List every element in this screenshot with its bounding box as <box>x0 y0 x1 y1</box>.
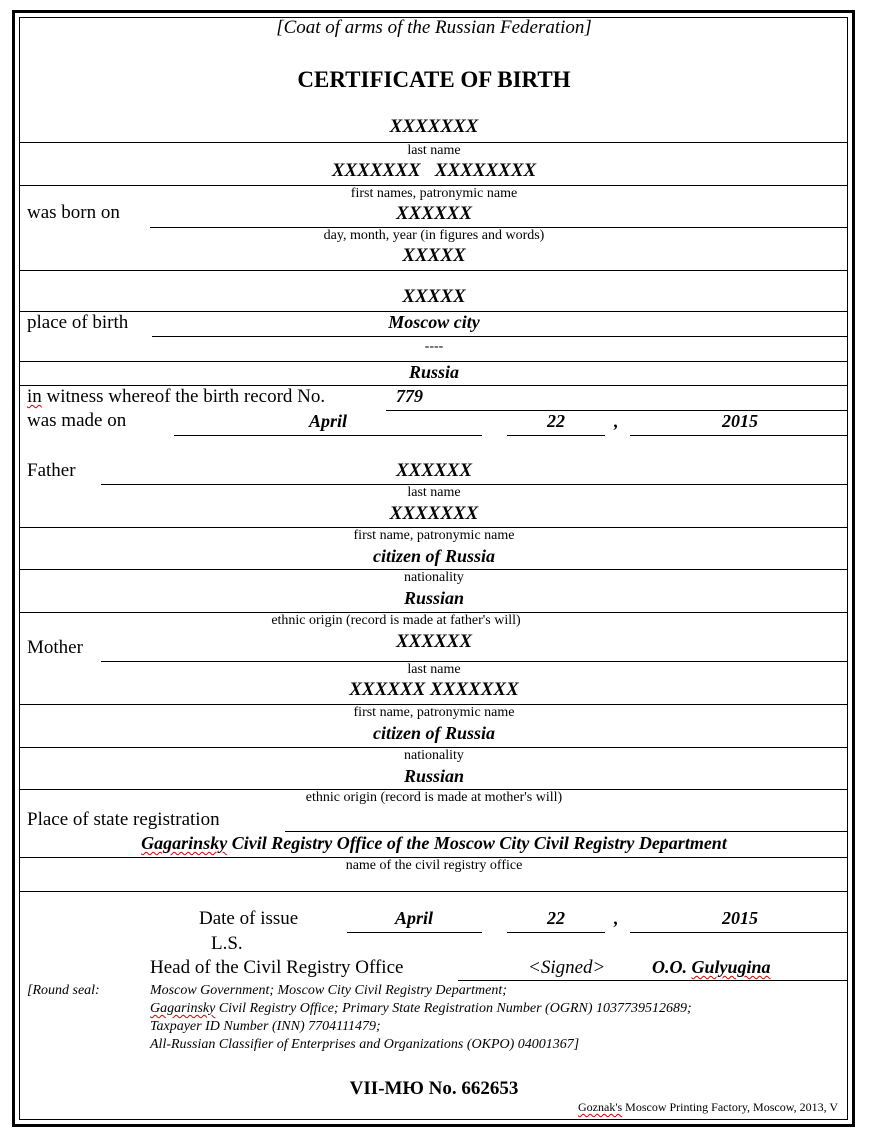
mother-ethnic-caption: ethnic origin (record is made at mother's will) <box>305 790 563 805</box>
certificate-title: CERTIFICATE OF BIRTH <box>297 67 571 92</box>
born-on-label: was born on <box>27 202 120 223</box>
issue-date-label: Date of issue <box>199 908 299 929</box>
printer-goznak: Goznak's <box>578 1100 623 1114</box>
issue-month: April <box>394 908 434 928</box>
father-last-name-caption: last name <box>407 485 461 500</box>
child-first-names-caption: first names, patronymic name <box>350 186 518 201</box>
place-of-birth-label: place of birth <box>27 312 129 333</box>
mother-ethnic-origin: Russian <box>403 766 465 786</box>
record-number: 779 <box>396 386 423 406</box>
divider-line <box>507 932 605 933</box>
divider-line <box>347 932 482 933</box>
divider-line <box>630 435 847 436</box>
divider-line <box>101 484 847 485</box>
mother-last-name-caption: last name <box>407 662 461 677</box>
issue-year: 2015 <box>722 908 758 928</box>
record-comma: , <box>614 411 619 431</box>
divider-line <box>174 435 482 436</box>
dob-figures: XXXXXX <box>395 203 473 224</box>
child-first-names: XXXXXXX XXXXXXXX <box>331 160 537 181</box>
seal-text-line2 <box>150 1002 692 1016</box>
seal-line2-rest: Civil Registry Office; Primary State Registration Number (OGRN) 1037739512689; <box>215 1001 692 1016</box>
issue-comma: , <box>614 908 619 928</box>
mother-citizenship: citizen of Russia <box>372 723 496 743</box>
registration-office-gagarinsky: Gagarinsky <box>141 833 228 853</box>
father-ethnic-origin: Russian <box>403 588 465 608</box>
registration-office-name <box>141 834 727 852</box>
witness-in-word: in <box>27 386 42 407</box>
certificate-series-number: VII-МЮ No. 662653 <box>349 1078 519 1099</box>
made-on-label: was made on <box>27 410 127 431</box>
seal-text-line1: Moscow Government; Moscow City Civil Registry Department; <box>150 983 507 998</box>
record-day: 22 <box>547 411 565 431</box>
seal-gagarinsky: Gagarinsky <box>150 1001 216 1016</box>
witness-text: witness whereof the birth record No. <box>41 386 326 407</box>
place-of-birth-dash: ---- <box>424 339 444 354</box>
divider-line <box>458 980 847 981</box>
round-seal-label: [Round seal: <box>27 983 100 998</box>
child-last-name: XXXXXXX <box>389 116 479 137</box>
witness-label <box>27 387 325 406</box>
dob-words-line2: XXXXX <box>402 286 466 307</box>
registration-office-caption: name of the civil registry office <box>345 858 523 873</box>
divider-line <box>101 661 847 662</box>
place-of-birth-city: Moscow city <box>388 312 480 332</box>
father-label: Father <box>27 460 76 481</box>
father-last-name: XXXXXX <box>395 460 473 481</box>
printer-note <box>578 1101 838 1113</box>
father-ethnic-caption: ethnic origin (record is made at father's will) <box>271 613 521 628</box>
divider-line <box>630 932 847 933</box>
mother-last-name: XXXXXX <box>395 631 473 652</box>
divider-line <box>507 435 605 436</box>
head-name-initials: O.O. <box>652 957 692 977</box>
record-month: April <box>308 411 348 431</box>
father-citizenship: citizen of Russia <box>372 546 496 566</box>
registration-office-rest: Civil Registry Office of the Moscow City Civil Registry Department <box>227 833 727 853</box>
seal-text-line3: Taxpayer ID Number (INN) 7704111479; <box>150 1019 381 1034</box>
dob-words-line1: XXXXX <box>402 245 466 266</box>
seal-text-line4: All-Russian Classifier of Enterprises and Organizations (OKPO) 04001367] <box>150 1037 580 1052</box>
printer-rest: Moscow Printing Factory, Moscow, 2013, V <box>622 1100 839 1114</box>
locus-sigilli-mark: L.S. <box>211 933 243 954</box>
issue-day: 22 <box>547 908 565 928</box>
mother-first-name-caption: first name, patronymic name <box>353 705 515 720</box>
head-of-office-name <box>652 958 771 976</box>
child-last-name-caption: last name <box>407 143 461 158</box>
mother-label: Mother <box>27 637 83 658</box>
divider-line <box>20 891 847 892</box>
father-citizenship-caption: nationality <box>404 570 464 585</box>
signature-placeholder: <Signed> <box>528 957 606 978</box>
father-first-name-caption: first name, patronymic name <box>353 528 515 543</box>
mother-first-name: XXXXXX XXXXXXX <box>349 679 519 700</box>
mother-citizenship-caption: nationality <box>404 748 464 763</box>
divider-line <box>20 270 847 271</box>
father-first-name: XXXXXXX <box>389 503 479 524</box>
registration-place-label: Place of state registration <box>27 809 220 830</box>
dob-caption: day, month, year (in figures and words) <box>323 228 545 243</box>
place-of-birth-country: Russia <box>408 362 460 382</box>
divider-line <box>285 831 847 832</box>
head-of-office-label: Head of the Civil Registry Office <box>150 957 404 978</box>
record-year: 2015 <box>722 411 758 431</box>
head-name-surname: Gulyugina <box>691 957 771 977</box>
coat-of-arms-note: [Coat of arms of the Russian Federation] <box>276 17 592 38</box>
divider-line <box>152 336 847 337</box>
